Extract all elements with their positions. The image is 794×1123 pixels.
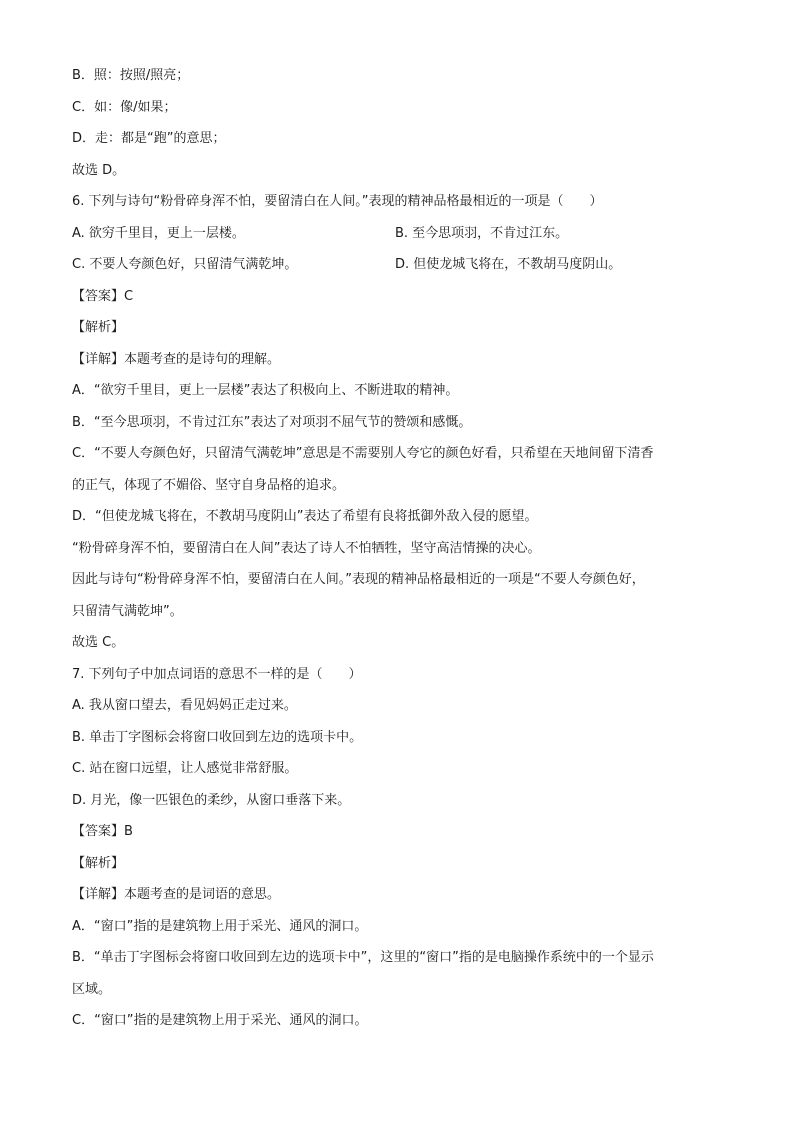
q6-choice: 故选 C。 [72, 635, 125, 650]
q6-detail-intro: 【详解】本题考查的是诗句的理解。 [72, 351, 281, 367]
option-d-answer: D．走：都是“跑”的意思； [72, 131, 226, 146]
q6-detail-c-line2: 的正气，体现了不媚俗、坚守自身品格的追求。 [72, 477, 346, 493]
q6-option-a: A. 欲穷千里目，更上一层楼。 [72, 225, 245, 241]
q7-detail-a: A．“窗口”指的是建筑物上用于采光、通风的洞口。 [72, 918, 368, 934]
q7-answer: 【答案】B [72, 824, 133, 839]
q7-detail-intro: 【详解】本题考查的是词语的意思。 [72, 887, 281, 902]
q6-detail-c-line1: C．“不要人夸颜色好，只留清气满乾坤”意思是不需要别人夸它的颜色好看，只希望在天地间留下清香 [72, 446, 654, 461]
q7-detail-b-line1: B．“单击丁字图标会将窗口收回到左边的选项卡中”，这里的“窗口”指的是电脑操作系统中的一个显示 [72, 950, 654, 965]
q6-detail-b: B．“至今思项羽，不肯过江东”表达了对项羽不屈气节的赞颂和感慨。 [72, 414, 472, 430]
q6-conclusion-line1: 因此与诗句“粉骨碎身浑不怕，要留清白在人间。”表现的精神品格最相近的一项是“不要人夸颜色好， [72, 572, 645, 587]
q6-conclusion-line2: 只留清气满乾坤”。 [72, 603, 183, 619]
q7-option-a: A. 我从窗口望去，看见妈妈正走过来。 [72, 698, 297, 713]
question-6-stem: 6. 下列与诗句“粉骨碎身浑不怕，要留清白在人间。”表现的精神品格最相近的一项是（ ） [72, 194, 603, 209]
choice-conclusion: 故选 D。 [72, 162, 126, 178]
q6-detail-d: D．“但使龙城飞将在，不教胡马度阴山”表达了希望有良将抵御外敌入侵的愿望。 [72, 509, 538, 524]
option-b-answer: B．照：按照/照亮； [72, 68, 190, 83]
q6-detail-a: A．“欲穷千里目，更上一层楼”表达了积极向上、不断进取的精神。 [72, 383, 459, 398]
q6-detail-poem: “粉骨碎身浑不怕，要留清白在人间”表达了诗人不怕牺牲，坚守高洁情操的决心。 [72, 540, 541, 556]
q7-detail-c: C．“窗口”指的是建筑物上用于采光、通风的洞口。 [72, 1013, 368, 1028]
q7-option-d: D. 月光，像一匹银色的柔纱，从窗口垂落下来。 [72, 792, 351, 808]
q6-option-b: B. 至今思项羽，不肯过江东。 [395, 225, 569, 241]
q7-detail-b-line2: 区域。 [72, 981, 112, 997]
option-c-answer: C．如：像/如果； [72, 99, 177, 115]
document-page [72, 60, 732, 1037]
q7-option-c: C. 站在窗口远望，让人感觉非常舒服。 [72, 761, 298, 776]
q6-answer: 【答案】C [72, 288, 134, 304]
q6-option-d: D. 但使龙城飞将在，不教胡马度阴山。 [395, 257, 622, 272]
q6-analysis-heading: 【解析】 [72, 320, 125, 335]
q6-option-c: C. 不要人夸颜色好，只留清气满乾坤。 [72, 257, 298, 272]
question-6-options-row-1 [72, 218, 732, 250]
question-7-stem: 7. 下列句子中加点词语的意思不一样的是（ ） [72, 666, 362, 682]
q7-analysis-heading: 【解析】 [72, 855, 125, 871]
q7-option-b: B. 单击丁字图标会将窗口收回到左边的选项卡中。 [72, 729, 363, 745]
question-6-options-row-2 [72, 249, 732, 281]
